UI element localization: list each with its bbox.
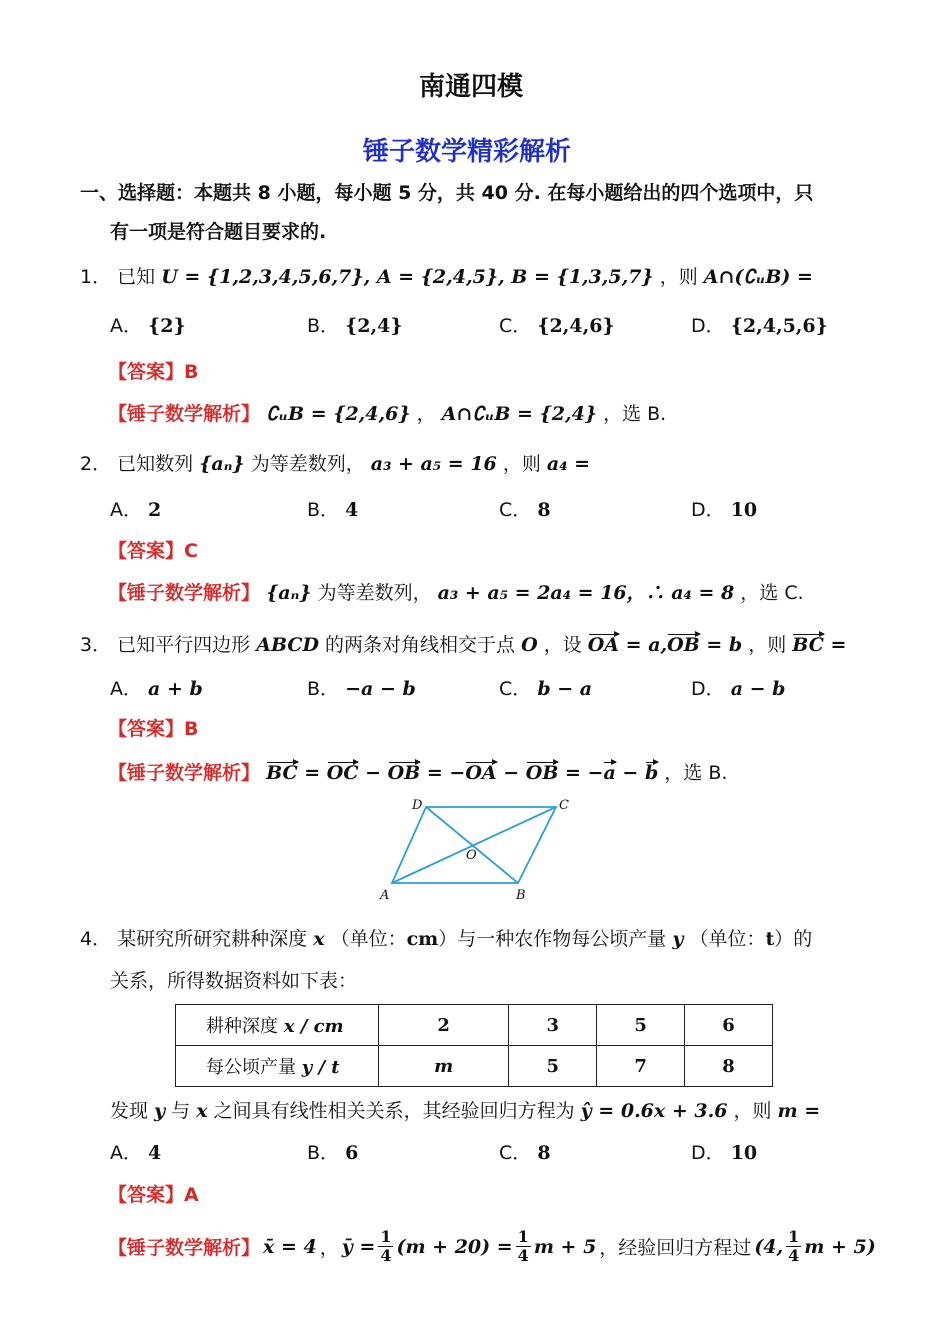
stem-text: 之间具有线性相关关系，其经验回归方程为	[213, 1100, 575, 1122]
vertex-label-b: B	[516, 888, 526, 903]
answer-value: A	[184, 1184, 199, 1206]
option-value: {2}	[148, 315, 186, 337]
question-1-option-b	[307, 311, 403, 338]
analysis-text: ，选 B.	[603, 403, 667, 425]
option-label: A．	[110, 678, 142, 700]
question-1-stem	[80, 262, 813, 289]
page-subtitle: 锤子数学精彩解析	[363, 137, 572, 167]
stem-math: cm	[406, 928, 439, 950]
option-value: 4	[345, 499, 359, 521]
analysis-math: x̄ = 4	[263, 1235, 317, 1258]
stem-text: 某研究所研究耕种深度	[117, 928, 308, 950]
option-label: C．	[499, 499, 532, 521]
answer-tag: 【答案】	[108, 361, 185, 383]
question-4-condition	[110, 1096, 820, 1123]
stem-math: y	[672, 928, 684, 950]
option-label: D．	[691, 499, 725, 521]
question-4-option-d	[691, 1138, 757, 1165]
analysis-text: ，	[416, 403, 436, 425]
option-label: C．	[499, 678, 532, 700]
data-table	[175, 1004, 773, 1087]
stem-math: m =	[777, 1100, 821, 1122]
stem-text: ，则	[748, 634, 787, 656]
question-1-option-a	[110, 311, 186, 338]
analysis-tag: 【锤子数学解析】	[108, 403, 261, 425]
option-label: D．	[691, 1142, 725, 1164]
analysis-math: (4,	[754, 1235, 784, 1258]
analysis-tag: 【锤子数学解析】	[108, 762, 261, 784]
option-value: −a − b	[345, 678, 416, 700]
vertex-label-c: C	[559, 798, 569, 813]
table-cell: 5	[509, 1046, 597, 1087]
stem-text: （单位：	[330, 928, 407, 950]
table-row	[176, 1046, 773, 1087]
option-value: 8	[537, 499, 551, 521]
stem-text: ，则	[502, 453, 541, 475]
question-2-stem	[80, 449, 590, 476]
stem-text: ，设	[543, 634, 582, 656]
question-3-option-b	[307, 674, 416, 701]
analysis-math: −	[496, 762, 526, 784]
vector-bc: BC	[792, 634, 824, 656]
stem-text: ，则	[659, 266, 698, 288]
stem-math: t	[765, 928, 775, 950]
question-number: 1．	[80, 266, 112, 288]
analysis-math: m + 5	[533, 1235, 597, 1258]
stem-math: U = {1,2,3,4,5,6,7}, A = {2,4,5}, B = {1,3,5,7}	[161, 266, 654, 288]
option-label: D．	[691, 315, 725, 337]
answer-tag: 【答案】	[108, 540, 185, 562]
question-2-analysis	[108, 578, 804, 605]
option-label: B．	[307, 1142, 340, 1164]
question-4-stem-line2: 关系，所得数据资料如下表：	[110, 970, 358, 992]
option-label: B．	[307, 499, 340, 521]
stem-text: 与	[171, 1100, 191, 1122]
question-1-option-d	[691, 311, 828, 338]
question-3-option-d	[691, 674, 785, 701]
option-label: A．	[110, 315, 142, 337]
vector-ob: OB	[667, 634, 700, 656]
stem-math: {aₙ}	[199, 453, 245, 475]
answer-tag: 【答案】	[108, 1184, 185, 1206]
stem-math: =	[823, 634, 847, 656]
stem-math: a₃ + a₅ = 16	[370, 453, 497, 475]
option-value: a + b	[148, 678, 203, 700]
analysis-tag: 【锤子数学解析】	[108, 1237, 261, 1259]
stem-math: O	[521, 634, 538, 656]
vector-a: a	[603, 762, 616, 784]
stem-text: 的两条对角线相交于点	[325, 634, 516, 656]
option-label: B．	[307, 315, 340, 337]
center-label-o: O	[466, 848, 477, 863]
answer-tag: 【答案】	[108, 718, 185, 740]
question-2-answer	[108, 536, 198, 563]
option-value: 8	[537, 1142, 551, 1164]
question-1-analysis	[108, 399, 666, 426]
vertex-label-a: A	[380, 888, 390, 903]
question-3-stem	[80, 630, 846, 657]
table-cell: 7	[597, 1046, 685, 1087]
section-heading-line2: 有一项是符合题目要求的.	[110, 221, 327, 243]
regression-equation: ŷ = 0.6x + 3.6	[580, 1100, 728, 1122]
fraction: $\frac{1}{4}$	[788, 1227, 800, 1265]
question-4-stem-line1	[80, 924, 812, 951]
stem-text: 已知	[117, 266, 156, 288]
fraction: $\frac{1}{4}$	[517, 1227, 529, 1265]
analysis-math: = −	[420, 762, 466, 784]
analysis-math: −	[615, 762, 645, 784]
table-cell: 3	[509, 1005, 597, 1046]
stem-math: = a,	[619, 634, 668, 656]
stem-text: 已知平行四边形	[117, 634, 251, 656]
stem-math: a₄ =	[546, 453, 591, 475]
stem-text: （单位：	[689, 928, 766, 950]
analysis-tag: 【锤子数学解析】	[108, 582, 261, 604]
option-value: 10	[730, 1142, 758, 1164]
analysis-math: {aₙ}	[266, 582, 312, 604]
analysis-math: −	[358, 762, 388, 784]
question-number: 2．	[80, 453, 112, 475]
question-3-option-c	[499, 674, 592, 701]
stem-math: x	[313, 928, 325, 950]
option-value: 6	[345, 1142, 359, 1164]
table-cell: 2	[379, 1005, 509, 1046]
analysis-math: A∩∁ᵤB = {2,4}	[441, 403, 598, 425]
stem-text: ）与一种农作物每公顷产量	[438, 928, 667, 950]
stem-math: ABCD	[256, 634, 319, 656]
option-label: C．	[499, 1142, 532, 1164]
stem-math: x	[196, 1100, 208, 1122]
stem-text: 为等差数列，	[250, 453, 365, 475]
table-cell: 6	[685, 1005, 773, 1046]
question-4-option-c	[499, 1138, 551, 1165]
question-3-analysis	[108, 758, 727, 785]
answer-value: C	[184, 540, 198, 562]
analysis-text: 为等差数列，	[317, 582, 432, 604]
vertex-label-d: D	[412, 798, 423, 813]
option-value: {2,4,5,6}	[730, 315, 828, 337]
analysis-math: =	[297, 762, 327, 784]
option-label: C．	[499, 315, 532, 337]
question-number: 4．	[80, 928, 112, 950]
analysis-math: m + 5)	[804, 1235, 876, 1258]
vector-oa: OA	[587, 634, 620, 656]
stem-text: 已知数列	[117, 453, 194, 475]
vector-ob: OB	[387, 762, 421, 784]
analysis-math: ȳ =	[341, 1235, 376, 1258]
option-label: A．	[110, 499, 142, 521]
answer-value: B	[184, 361, 199, 383]
question-3-option-a	[110, 674, 203, 701]
fraction: $\frac{1}{4}$	[380, 1227, 392, 1265]
analysis-math: = −	[558, 762, 604, 784]
question-2-option-c	[499, 495, 551, 522]
option-label: D．	[691, 678, 725, 700]
question-4-answer	[108, 1180, 199, 1207]
question-4-analysis	[108, 1228, 876, 1265]
analysis-text: ，	[319, 1237, 339, 1259]
question-1-option-c	[499, 311, 615, 338]
option-value: b − a	[537, 678, 593, 700]
question-2-option-a	[110, 495, 161, 522]
analysis-math: (m + 20) =	[396, 1235, 513, 1258]
vector-oc: OC	[326, 762, 359, 784]
option-value: {2,4}	[345, 315, 403, 337]
table-cell: 8	[685, 1046, 773, 1087]
table-cell: m	[379, 1046, 509, 1087]
analysis-text: ，选 C.	[740, 582, 804, 604]
option-label: A．	[110, 1142, 142, 1164]
stem-math: y	[154, 1100, 166, 1122]
option-value: {2,4,6}	[537, 315, 615, 337]
table-cell: 5	[597, 1005, 685, 1046]
analysis-text: ，经验回归方程过	[599, 1237, 752, 1259]
table-header-cell: 耕种深度 x / cm	[176, 1005, 379, 1046]
section-heading-line1: 一、选择题：本题共 8 小题，每小题 5 分，共 40 分. 在每小题给出的四个选项中，只	[80, 182, 814, 204]
option-label: B．	[307, 678, 340, 700]
vector-b: b	[644, 762, 659, 784]
table-header-cell: 每公顷产量 y / t	[176, 1046, 379, 1087]
diagonal-ac	[392, 807, 556, 883]
option-value: 2	[148, 499, 162, 521]
option-value: a − b	[730, 678, 786, 700]
question-2-option-d	[691, 495, 757, 522]
vector-ob: OB	[525, 762, 559, 784]
analysis-text: ，选 B.	[664, 762, 728, 784]
diagonal-bd	[426, 807, 518, 883]
question-4-option-b	[307, 1138, 358, 1165]
stem-math: A∩(∁ᵤB) =	[703, 266, 813, 288]
option-value: 10	[730, 499, 758, 521]
answer-value: B	[184, 718, 199, 740]
question-4-option-a	[110, 1138, 161, 1165]
analysis-math: a₃ + a₅ = 2a₄ = 16，∴ a₄ = 8	[437, 582, 735, 604]
stem-math: = b	[699, 634, 743, 656]
vector-bc: BC	[266, 762, 298, 784]
analysis-math: ∁ᵤB = {2,4,6}	[266, 403, 411, 425]
question-3-answer	[108, 714, 199, 741]
page-title: 南通四模	[419, 72, 524, 102]
question-number: 3．	[80, 634, 112, 656]
question-2-option-b	[307, 495, 358, 522]
vector-oa: OA	[465, 762, 497, 784]
stem-text: ）的	[774, 928, 813, 950]
option-value: 4	[148, 1142, 162, 1164]
table-row	[176, 1005, 773, 1046]
parallelogram-figure	[370, 795, 590, 905]
stem-text: ，则	[733, 1100, 772, 1122]
question-1-answer	[108, 357, 199, 384]
stem-text: 发现	[110, 1100, 149, 1122]
